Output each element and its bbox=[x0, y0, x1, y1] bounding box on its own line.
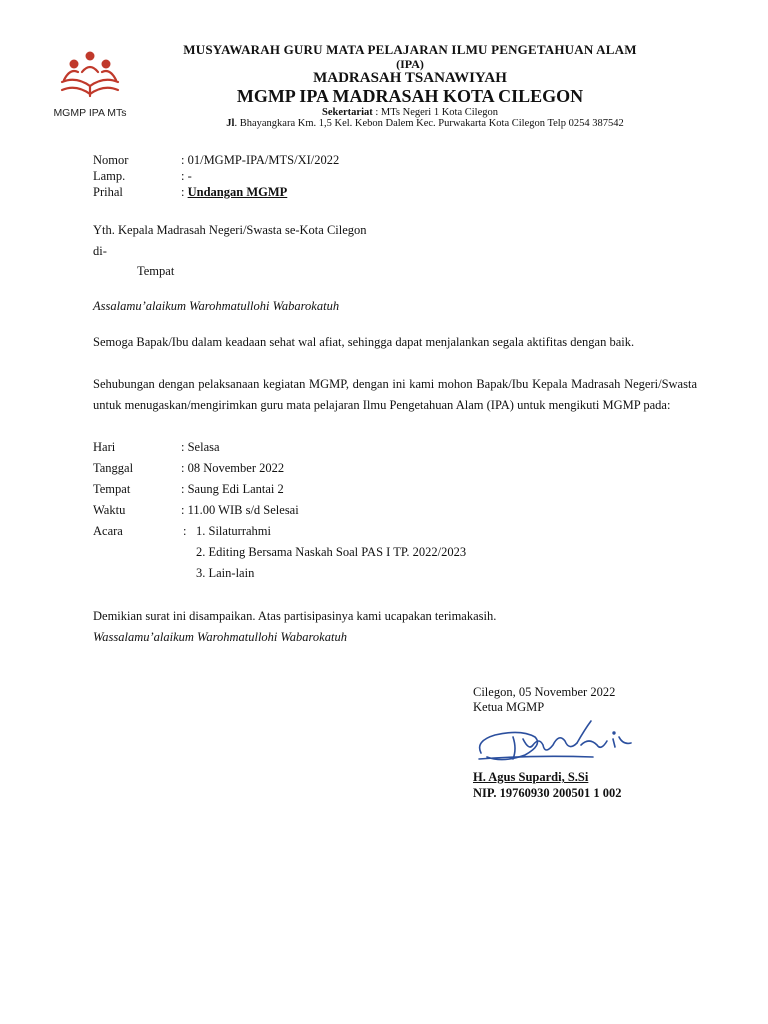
header-ipa: (IPA) bbox=[396, 57, 424, 71]
agenda-item: 3. Lain-lain bbox=[196, 566, 255, 580]
address-value: . Bhayangkara Km. 1,5 Kel. Kebon Dalem Kec. Purwakarta Kota Cilegon Telp 0254 387542 bbox=[234, 118, 624, 129]
lamp-label: Lamp. bbox=[93, 169, 126, 183]
closing-greeting: Wassalamu’alaikum Warohmatullohi Wabarokatuh bbox=[93, 630, 347, 644]
hari-value: : Selasa bbox=[181, 440, 220, 454]
recipient-line: Yth. Kepala Madrasah Negeri/Swasta se-Kota Cilegon bbox=[93, 223, 367, 237]
prihal-line bbox=[181, 184, 287, 200]
signer-name: H. Agus Supardi, S.Si bbox=[473, 770, 589, 784]
acara-label: Acara bbox=[93, 524, 123, 538]
tempat-label: Tempat bbox=[93, 482, 131, 496]
recipient-di: di- bbox=[93, 244, 107, 258]
prihal-value: Undangan MGMP bbox=[187, 185, 288, 199]
prihal-label: Prihal bbox=[93, 185, 123, 199]
tanggal-label: Tanggal bbox=[93, 461, 134, 475]
prihal-separator: : bbox=[181, 185, 185, 199]
header-madrasah: MADRASAH TSANAWIYAH bbox=[313, 70, 507, 86]
acara-separator: : bbox=[183, 524, 187, 538]
secretariat-label: Sekertariat bbox=[322, 107, 373, 118]
logo-caption: MGMP IPA MTs bbox=[53, 107, 127, 119]
hari-label: Hari bbox=[93, 440, 116, 454]
header-address bbox=[145, 118, 705, 129]
header-organization: MGMP IPA MADRASAH KOTA CILEGON bbox=[236, 86, 584, 106]
recipient-place: Tempat bbox=[137, 264, 175, 278]
tanggal-value: : 08 November 2022 bbox=[181, 461, 285, 475]
header-secretariat bbox=[130, 107, 690, 118]
waktu-value: : 11.00 WIB s/d Selesai bbox=[181, 503, 299, 517]
closing-statement: Demikian surat ini disampaikan. Atas partisipasinya kami ucapakan terimakasih. bbox=[93, 609, 497, 623]
signer-nip: NIP. 19760930 200501 1 002 bbox=[473, 786, 622, 800]
handwritten-signature bbox=[473, 715, 643, 770]
agenda-item: 2. Editing Bersama Naskah Soal PAS I TP. 2022/2023 bbox=[196, 545, 467, 559]
waktu-label: Waktu bbox=[93, 503, 126, 517]
lamp-value: : - bbox=[181, 169, 192, 183]
nomor-value: : 01/MGMP-IPA/MTS/XI/2022 bbox=[181, 153, 340, 167]
opening-greeting: Assalamu’alaikum Warohmatullohi Wabarokatuh bbox=[93, 299, 340, 313]
signer-position: Ketua MGMP bbox=[473, 700, 545, 714]
tempat-value: : Saung Edi Lantai 2 bbox=[181, 482, 284, 496]
mgmp-logo bbox=[50, 42, 130, 122]
body-paragraph-2: Sehubungan dengan pelaksanaan kegiatan MGMP, dengan ini kami mohon Bapak/Ibu Kepala Madrasah Negeri/Swasta untuk menugaskan/mengirimkan guru mata pelajaran Ilmu Pengetahuan Alam (IPA) untuk mengikuti MGMP pada: bbox=[93, 377, 697, 412]
address-label: Jl bbox=[226, 118, 235, 129]
place-date: Cilegon, 05 November 2022 bbox=[473, 685, 616, 699]
nomor-label: Nomor bbox=[93, 153, 129, 167]
body-paragraph-1: Semoga Bapak/Ibu dalam keadaan sehat wal afiat, sehingga dapat menjalankan segala aktifitas dengan baik. bbox=[93, 335, 635, 349]
header-association: MUSYAWARAH GURU MATA PELAJARAN ILMU PENGETAHUAN ALAM bbox=[183, 42, 637, 57]
secretariat-value: : MTs Negeri 1 Kota Cilegon bbox=[375, 107, 498, 118]
open-book-people-icon bbox=[50, 42, 130, 106]
agenda-item: 1. Silaturrahmi bbox=[196, 524, 271, 538]
